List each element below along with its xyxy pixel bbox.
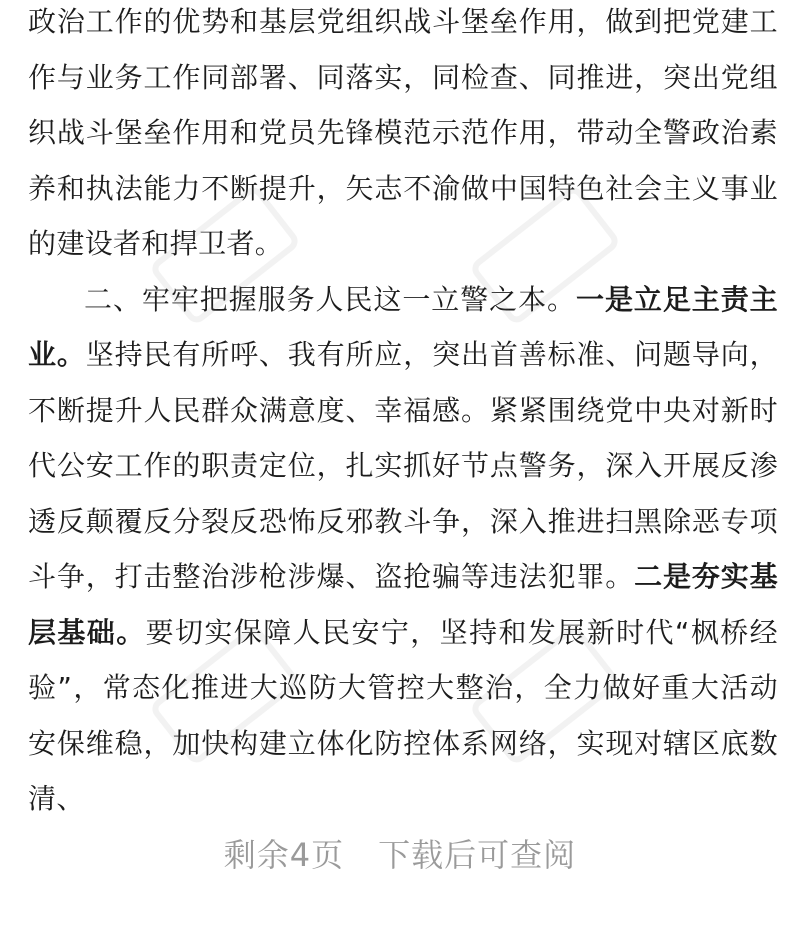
remaining-pages-label: 剩余4页 [223, 836, 345, 874]
point-two-text: 要切实保障人民安宁，坚持和发展新时代“枫桥经验”，常态化推进大巡防大管控大整治，全力做好重大活动安保维稳，加快构建立体化防控体系网络，实现对辖区底数清、 [28, 615, 778, 815]
section-heading-text: 二、牢牢把握服务人民这一立警之本。 [84, 282, 576, 316]
paragraph-2 [28, 272, 778, 827]
bold-point-one: 一是立足主责主业。 [28, 282, 778, 371]
download-prompt[interactable] [0, 830, 800, 876]
document-body [28, 0, 778, 827]
paragraph-1-text: 政治工作的优势和基层党组织战斗堡垒作用，做到把党建工作与业务工作同部署、同落实，同检查、同推进，突出党组织战斗堡垒作用和党员先锋模范示范作用，带动全警政治素养和执法能力不断提升，矢志不渝做中国特色社会主义事业的建设者和捍卫者。 [28, 5, 778, 260]
point-one-text: 坚持民有所呼、我有所应，突出首善标准、问题导向，不断提升人民群众满意度、幸福感。紧紧围绕党中央对新时代公安工作的职责定位，扎实抓好节点警务，深入开展反渗透反颠覆反分裂反恐怖反邪教斗争，深入推进扫黑除恶专项斗争，打击整治涉枪涉爆、盗抢骗等违法犯罪。 [28, 338, 778, 593]
download-hint-label: 下载后可查阅 [378, 836, 577, 874]
paragraph-1 [28, 0, 778, 272]
bold-point-two: 二是夯实基层基础。 [28, 560, 778, 649]
